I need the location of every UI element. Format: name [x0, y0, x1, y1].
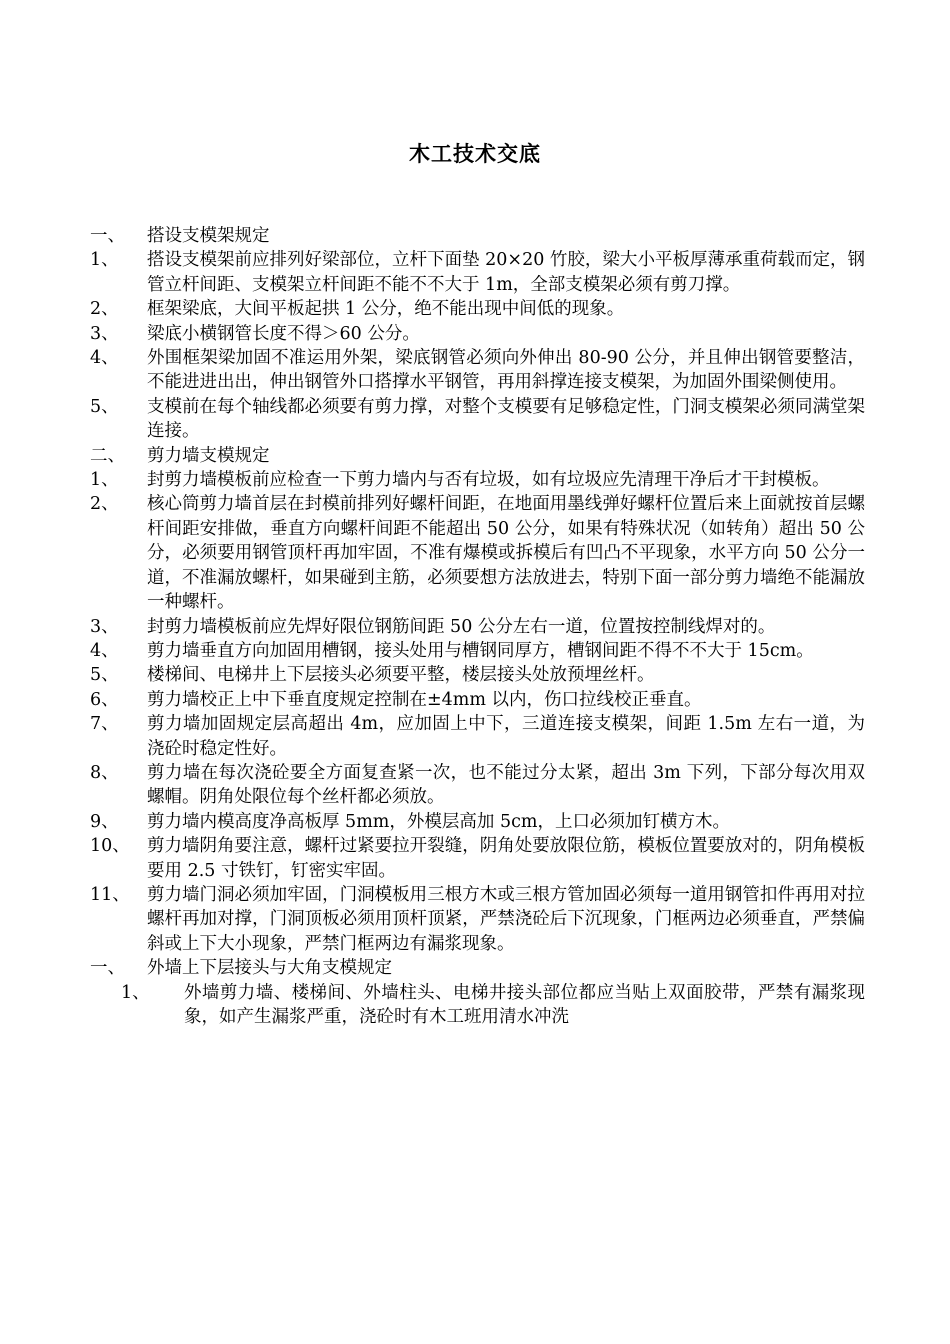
item-text: 剪力墙在每次浇砼要全方面复查紧一次，也不能过分太紧，超出 3m 下列，下部分每次用双螺帽。阴角处限位每个丝杆都必须放。 [147, 762, 865, 808]
document-title: 木工技术交底 [409, 142, 541, 166]
item-text: 剪力墙垂直方向加固用槽钢，接头处用与槽钢同厚方，槽钢间距不得不不大于 15cm。 [147, 640, 814, 661]
item-text: 梁底小横钢管长度不得＞60 公分。 [147, 323, 420, 344]
list-item [90, 468, 865, 492]
item-number: 3、 [90, 323, 119, 344]
item-number: 7、 [90, 714, 119, 735]
item-number: 5、 [90, 665, 119, 686]
item-text: 支模前在每个轴线都必须要有剪力撑，对整个支模要有足够稳定性，门洞支模架必须同满堂架连接。 [147, 396, 865, 442]
section-heading-text: 剪力墙支模规定 [147, 445, 270, 466]
list-item [90, 883, 865, 956]
item-number: 3、 [90, 616, 119, 637]
list-item [90, 297, 865, 321]
item-text: 剪力墙内模高度净高板厚 5mm，外模层高加 5cm，上口必须加钉横方木。 [147, 811, 730, 832]
item-text: 搭设支模架前应排列好梁部位，立杆下面垫 20×20 竹胶，梁大小平板厚薄承重荷载而定，钢管立杆间距、支模架立杆间距不能不不大于 1m，全部支模架必须有剪刀撑。 [147, 250, 865, 295]
item-number: 10、 [90, 836, 130, 857]
section-heading [90, 224, 865, 248]
list-item [90, 834, 865, 883]
item-text: 外围框架梁加固不准运用外架，梁底钢管必须向外伸出 80-90 公分，并且伸出钢管要整洁，不能进进出出，伸出钢管外口搭撑水平钢管，再用斜撑连接支模架，为加固外围梁侧使用。 [147, 348, 865, 393]
list-item [90, 810, 865, 834]
item-text: 剪力墙校正上中下垂直度规定控制在±4mm 以内，伤口拉线校正垂直。 [147, 689, 702, 710]
section-heading-text: 搭设支模架规定 [147, 226, 270, 246]
section-heading [90, 444, 865, 468]
list-item [90, 688, 865, 712]
section-heading-text: 外墙上下层接头与大角支模规定 [147, 958, 392, 979]
item-text: 核心筒剪力墙首层在封模前排列好螺杆间距，在地面用墨线弹好螺杆位置后来上面就按首层螺杆间距安排做，垂直方向螺杆间距不能超出 50 公分，如果有特殊状况（如转角）超出 50 公分，必须要用钢管顶杆再加牢固，不准有爆模或拆模后有凹凸不平现象，水平方向 50 公分一道，不准漏放螺杆，如果碰到主筋，必须要想方法放进去，特别下面一部分剪力墙绝不能漏放一种螺杆。 [147, 494, 865, 613]
item-number: 4、 [90, 348, 119, 369]
item-text: 封剪力墙模板前应检查一下剪力墙内与否有垃圾，如有垃圾应先清理干净后才干封模板。 [147, 470, 830, 491]
item-number: 2、 [90, 299, 119, 320]
section-number: 一、 [90, 226, 125, 246]
section-number: 二、 [90, 445, 125, 466]
list-item [90, 761, 865, 810]
item-number: 6、 [90, 689, 119, 710]
list-item [90, 322, 865, 346]
list-item [90, 663, 865, 687]
item-number: 1、 [90, 470, 119, 491]
item-number: 1、 [121, 982, 150, 1003]
list-item [121, 981, 865, 1030]
item-number: 5、 [90, 396, 119, 417]
list-item [90, 615, 865, 639]
list-item [90, 492, 865, 614]
item-text: 外墙剪力墙、楼梯间、外墙柱头、电梯井接头部位都应当贴上双面胶带，严禁有漏浆现象，如产生漏浆严重，浇砼时有木工班用清水冲洗 [184, 982, 865, 1027]
item-number: 2、 [90, 494, 119, 515]
item-number: 4、 [90, 640, 119, 661]
document-body [90, 224, 865, 1029]
item-text: 封剪力墙模板前应先焊好限位钢筋间距 50 公分左右一道，位置按控制线焊对的。 [147, 616, 776, 637]
list-item [90, 346, 865, 395]
list-item [90, 712, 865, 761]
item-text: 剪力墙加固规定层高超出 4m，应加固上中下，三道连接支模架，间距 1.5m 左右一道，为浇砼时稳定性好。 [147, 714, 865, 759]
list-item [90, 639, 865, 663]
item-number: 1、 [90, 250, 119, 271]
item-text: 剪力墙门洞必须加牢固，门洞模板用三根方木或三根方管加固必须每一道用钢管扣件再用对拉螺杆再加对撑，门洞顶板必须用顶杆顶紧，严禁浇砼后下沉现象，门框两边必须垂直，严禁偏斜或上下大小现象，严禁门框两边有漏浆现象。 [147, 884, 865, 954]
item-number: 11、 [90, 884, 130, 905]
list-item [90, 248, 865, 297]
item-number: 9、 [90, 811, 119, 832]
item-number: 8、 [90, 762, 119, 783]
item-text: 框架梁底，大间平板起拱 1 公分，绝不能出现中间低的现象。 [147, 299, 625, 320]
section-number: 一、 [90, 958, 125, 979]
item-text: 楼梯间、电梯井上下层接头必须要平整，楼层接头处放预埋丝杆。 [147, 665, 655, 686]
section-heading [90, 956, 865, 980]
item-text: 剪力墙阴角要注意，螺杆过紧要拉开裂缝，阴角处要放限位筋，模板位置要放对的，阴角模板要用 2.5 寸铁钉，钉密实牢固。 [147, 836, 865, 881]
list-item [90, 395, 865, 444]
